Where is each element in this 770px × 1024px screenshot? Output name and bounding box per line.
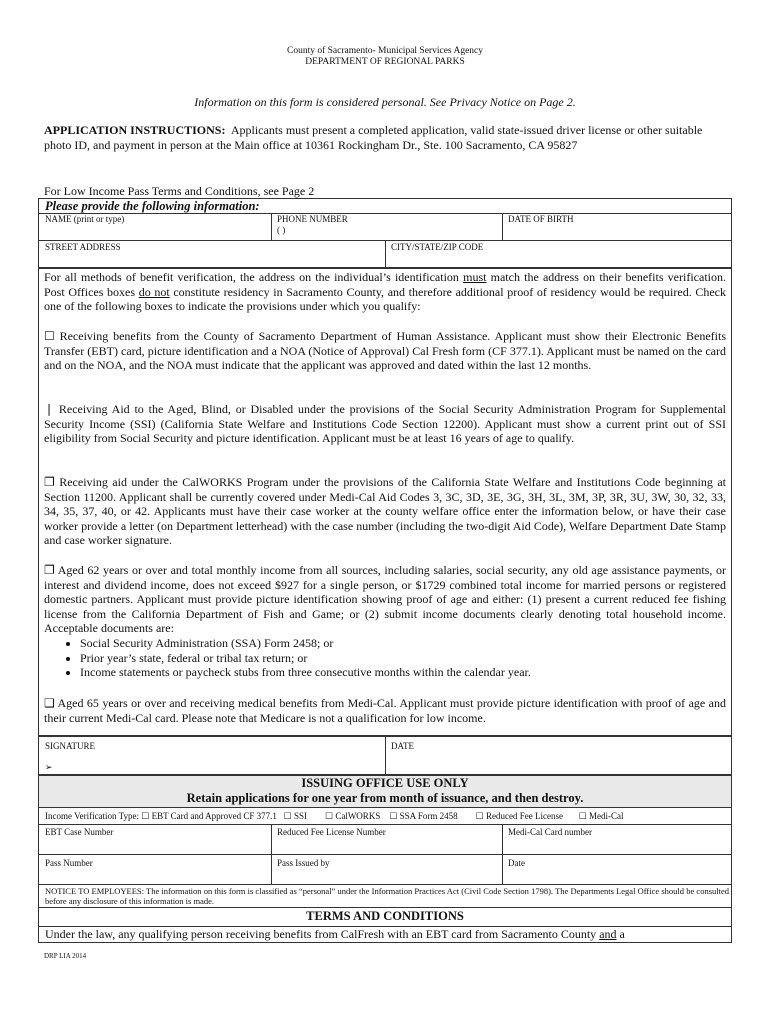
terms-text: Under the law, any qualifying person receiving benefits from CalFresh with an EBT card from Sacramento County and a	[45, 927, 625, 941]
option-ssi[interactable]: ❘ Receiving Aid to the Aged, Blind, or Disabled under the provisions of the Social Security Administration Program for Supplemental Security Income (SSI) (California State Welfare and Institutions Code Section 12200). Applicant must show a current print out of SSI eligibility from Social Security and picture identification. Applicant must be at least 16 years of age to qualify.	[44, 402, 726, 446]
retention-instructions: Retain applications for one year from month of issuance, and then destroy.	[186, 791, 584, 805]
verif-option-calworks[interactable]: ☐ CalWORKS	[325, 811, 381, 821]
agency-header	[0, 46, 770, 68]
phone-label: PHONE NUMBER	[277, 214, 348, 224]
privacy-notice: Information on this form is considered personal. See Privacy Notice on Page 2.	[194, 95, 576, 109]
office-use-title: ISSUING OFFICE USE ONLY	[301, 776, 469, 790]
verif-option-ssi[interactable]: ☐ SSI	[283, 811, 307, 821]
verif-option-medical[interactable]: ☐ Medi-Cal	[578, 811, 624, 821]
issue-date-label: Date	[508, 858, 525, 868]
verif-option-reduced-fee[interactable]: ☐ Reduced Fee License	[475, 811, 563, 821]
agency-name: County of Sacramento- Municipal Services Agency	[286, 46, 484, 56]
form-code: DRP LIA 2014	[44, 952, 87, 960]
office-use-box	[38, 775, 732, 927]
terms-title: TERMS AND CONDITIONS	[306, 909, 464, 923]
dob-label: DATE OF BIRTH	[508, 214, 574, 224]
application-instructions	[44, 123, 732, 153]
list-item: • Social Security Administration (SSA) Form 2458; or	[80, 636, 726, 651]
city-state-zip-label: CITY/STATE/ZIP CODE	[391, 242, 484, 252]
verification-intro: For all methods of benefit verification, the address on the individual’s identification must match the address on their benefits verification. Post Offices boxes do not constitute residency in Sacramento County, and therefore additional proof of residency would be required. Check one of the following boxes to indicate the provisions under which you qualify:	[44, 270, 726, 314]
street-address-label: STREET ADDRESS	[45, 242, 121, 252]
department-name: DEPARTMENT OF REGIONAL PARKS	[305, 57, 465, 67]
reduced-fee-license-label: Reduced Fee License Number	[277, 827, 386, 837]
date-label: DATE	[391, 741, 414, 751]
option-aged-62[interactable]: ❐ Aged 62 years or over and total monthly income from all sources, including salaries, social security, any old age assistance payments, or interest and dividend income, does not exceed $927 for a single person, or $1729 combined total income for married persons or registered domestic partners. Applicant must provide picture identification showing proof of age and either: (1) present a current reduced fee fishing license from the California Department of Fish and Game; or (2) submit income documents clearly denoting total household income. Acceptable documents are: • Social Security Administration (SSA) Form 2458; or • Prior year’s state, federal or tribal tax return; or • Income statements or paycheck stubs from three consecutive months within the calendar year.	[44, 563, 726, 680]
signature-box	[38, 736, 732, 775]
instructions-text: Applicants must present a completed application, valid state-issued driver license or other suitable photo ID, and payment in person at the Main office at 10361 Rockingham Dr., Ste. 100 Sacramento, CA 95827	[44, 123, 703, 152]
acceptable-documents-list	[80, 636, 726, 680]
applicant-section-title: Please provide the following information:	[45, 199, 260, 213]
option-aged-65-medical[interactable]: ❏ Aged 65 years or over and receiving medical benefits from Medi-Cal. Applicant must provide picture identification with proof of age and their current Medi-Cal card. Please note that Medicare is not a qualification for low income.	[44, 696, 726, 725]
option-calworks[interactable]: ❐ Receiving aid under the CalWORKS Program under the provisions of the California State Welfare and Institutions Code beginning at Section 11200. Applicant shall be currently covered under Medi-Cal Aid Codes 3, 3C, 3D, 3E, 3G, 3H, 3L, 3M, 3P, 3R, 3U, 3W, 30, 32, 33, 34, 35, 37, 40, or 42. Applicants must have their case worker at the county welfare office enter the information below, or have their case worker provide a letter (on Department letterhead) with the case number (including the two-digit Aid Code), Welfare Department Date Stamp and case worker signature.	[44, 475, 726, 548]
verif-option-ebt[interactable]: ☐ EBT Card and Approved CF 377.1	[141, 811, 277, 821]
pass-number-label: Pass Number	[45, 858, 93, 868]
pass-issued-by-label: Pass Issued by	[277, 858, 330, 868]
phone-input[interactable]: ( )	[277, 225, 286, 235]
instructions-label: APPLICATION INSTRUCTIONS:	[44, 123, 226, 137]
applicant-info-box	[38, 198, 732, 268]
income-verification-row: Income Verification Type: ☐ EBT Card and Approved CF 377.1 ☐ SSI ☐ CalWORKS ☐ SSA Form 2458 ☐ Reduced Fee License ☐ Medi-Cal	[45, 811, 624, 821]
verif-option-ssa-form[interactable]: ☐ SSA Form 2458	[389, 811, 458, 821]
name-label: NAME (print or type)	[45, 214, 125, 224]
terms-box	[38, 927, 732, 943]
option-dha-benefits[interactable]: ☐ Receiving benefits from the County of Sacramento Department of Human Assistance. Applicant must show their Electronic Benefits Transfer (EBT) card, picture identification and a NOA (Notice of Approval) Cal Fresh form (CF 377.1). Applicant must be named on the card and on the NOA, and the NOA must indicate that the applicant was approved and dated within the last 12 months.	[44, 329, 726, 373]
list-item: • Prior year’s state, federal or tribal tax return; or	[80, 651, 726, 666]
medical-card-label: Medi-Cal Card number	[508, 827, 592, 837]
ebt-case-number-label: EBT Case Number	[45, 827, 114, 837]
signature-label: SIGNATURE	[45, 741, 96, 751]
list-item: • Income statements or paycheck stubs from three consecutive months within the calendar year.	[80, 665, 726, 680]
employee-notice: NOTICE TO EMPLOYEES: The information on this form is classified as “personal” under the Information Practices Act (Civil Code Section 1798). The Departments Legal Office should be consulted before any disclosure of this information is made.	[45, 886, 729, 906]
signature-arrow-icon: ➢	[45, 762, 53, 772]
low-income-reference: For Low Income Pass Terms and Conditions, see Page 2	[44, 184, 315, 198]
